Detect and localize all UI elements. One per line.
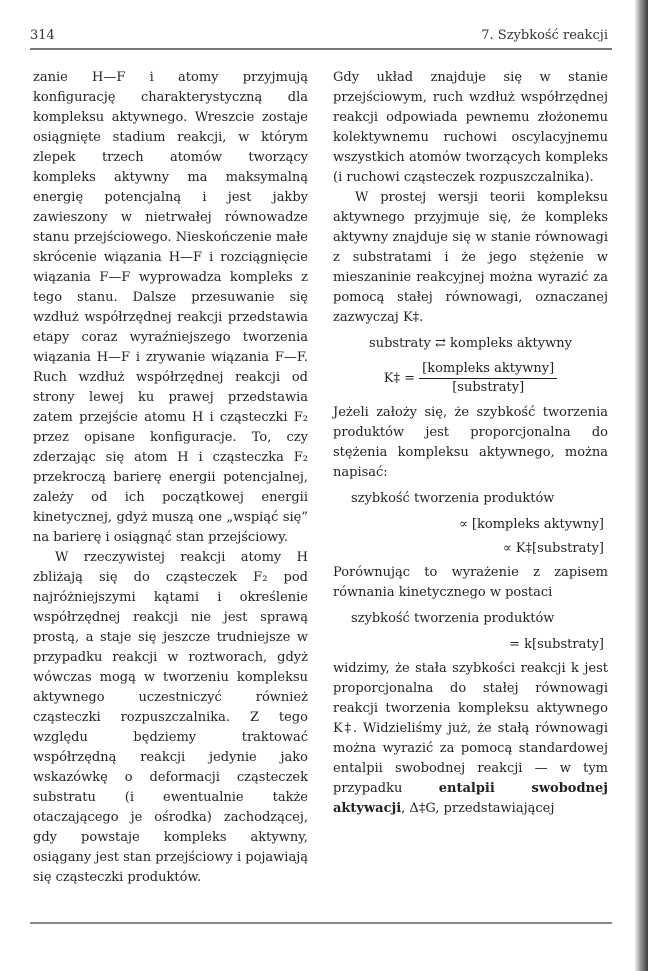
left-column — [33, 68, 308, 888]
page-edge-shadow — [634, 0, 648, 971]
equation-rate-proportional-k: ∝ K‡[substraty] — [502, 541, 604, 556]
equation-rate-label-2: szybkość tworzenia produktów — [351, 611, 555, 626]
right-paragraph-5 — [333, 659, 608, 819]
equation-lhs: K‡ = — [383, 371, 416, 386]
page-number: 314 — [30, 28, 55, 43]
fraction — [419, 360, 557, 397]
bold-term: entalpii swobodnej aktywacji — [333, 781, 608, 816]
equation-rate-law: = k[substraty] — [509, 637, 604, 652]
right-paragraph-4: Porównując to wyrażenie z zapisem równania kinetycznego w postaci — [333, 565, 608, 600]
running-head: 7. Szybkość reakcji — [481, 28, 608, 43]
header-rule — [30, 48, 612, 50]
equation-equilibrium-constant — [333, 360, 608, 397]
right-paragraph-1: Gdy układ znajduje się w stanie przejściowym, ruch wzdłuż współrzędnej reakcji odpowiada pewnemu złożonemu kolektywnemu ruchowi oscylacyjnemu wszystkich atomów tworzących kompleks (i ruchowi cząsteczek rozpuszczalnika). — [333, 70, 608, 185]
right-paragraph-5-end: , Δ‡G, przedstawiającej — [401, 801, 555, 816]
equation-equilibrium: substraty ⇄ kompleks aktywny — [369, 336, 572, 351]
equation-rate-label: szybkość tworzenia produktów — [351, 491, 555, 506]
fraction-numerator: [kompleks aktywny] — [419, 360, 557, 379]
equation-rate-proportional-complex: ∝ [kompleks aktywny] — [459, 517, 604, 532]
fraction-denominator: [substraty] — [452, 380, 525, 395]
footer-rule — [30, 922, 612, 924]
left-paragraph-2: W rzeczywistej reakcji atomy H zbliżają się do cząsteczek F₂ pod najróżniejszymi kątami i określenie współrzędnej reakcji nie jest sprawą prostą, a staje się jeszcze trudniejsze w przypadku reakcji w roztworach, gdyż wówczas mogą w tworzeniu kompleksu aktywnego uczestniczyć również cząsteczki rozpuszczalnika. Z tego względu będziemy traktować współrzędną reakcji jedynie jako wskazówkę o deformacji cząsteczek substratu (i ewentualnie także otaczającego je ośrodka) zachodzącej, gdy powstaje kompleks aktywny, osiągany jest stan przejściowy i pojawiają się cząsteczki produktów. — [33, 550, 308, 885]
right-paragraph-5-start: widzimy, że stała szybkości reakcji k jest proporcjonalna do stałej równowagi reakcji tworzenia kompleksu aktywnego K‡. Widzieliśmy już, że stałą równowagi można wyrazić za pomocą standardowej entalpii swobodnej reakcji — w tym przypadku — [333, 661, 608, 796]
right-paragraph-3: Jeżeli założy się, że szybkość tworzenia produktów jest proporcjonalna do stężenia kompleksu aktywnego, można napisać: — [333, 405, 608, 480]
right-paragraph-2: W prostej wersji teorii kompleksu aktywnego przyjmuje się, że kompleks aktywny znajduje się w stanie równowagi z substratami i że jego stężenie w mieszaninie reakcyjnej można wyrazić za pomocą stałej równowagi, oznaczanej zazwyczaj K‡. — [333, 190, 608, 325]
left-paragraph-1: zanie H—F i atomy przyjmują konfigurację charakterystyczną dla kompleksu aktywnego. Wreszcie zostaje osiągnięte stadium reakcji, w którym zlepek trzech atomów tworzący kompleks aktywny ma maksymalną energię potencjalną i jest jakby zawieszony w nietrwałej równowadze stanu przejściowego. Nieskończenie małe skrócenie wiązania H—F i rozciągnięcie wiązania F—F wyprowadza kompleks z tego stanu. Dalsze przesuwanie się wzdłuż współrzędnej reakcji przedstawia etapy coraz wyraźniejszego tworzenia wiązania H—F i zrywanie wiązania F—F. Ruch wzdłuż współrzędnej reakcji od strony lewej ku prawej przedstawia zatem przejście atomu H i cząsteczki F₂ przez opisane konfiguracje. To, czy zderzając się atom H i cząsteczka F₂ przekroczą barierę energii potencjalnej, zależy od ich początkowej energii kinetycznej, gdyż muszą one „wspiąć się” na barierę i osiągnąć stan przejściowy. — [33, 70, 308, 545]
right-column — [333, 68, 608, 819]
